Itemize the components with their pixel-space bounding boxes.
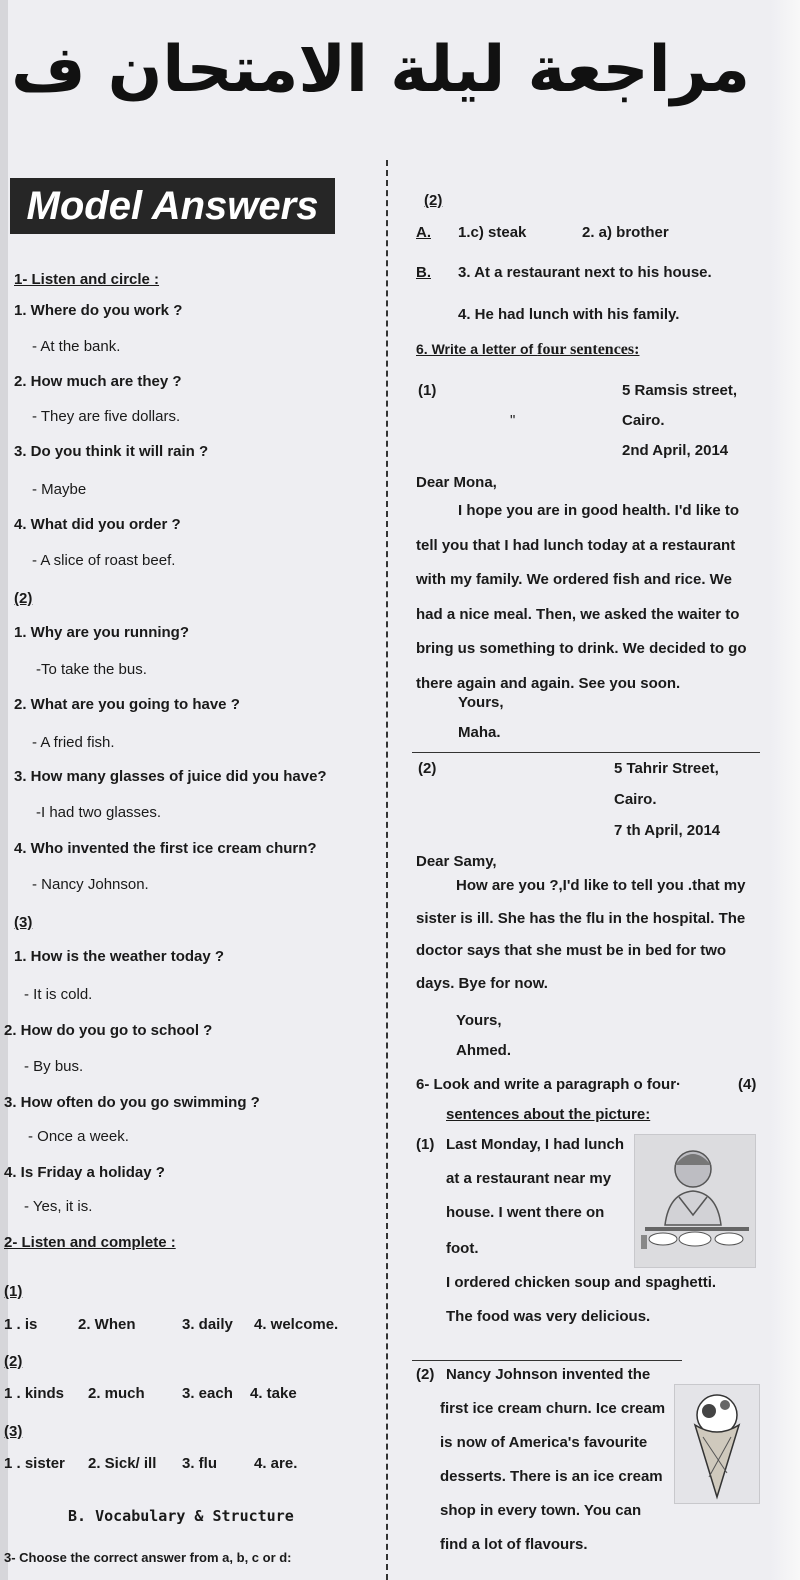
boy-eating-lunch-picture	[634, 1134, 756, 1268]
letter-1-date: 2nd April, 2014	[622, 442, 729, 459]
answer: -To take the bus.	[36, 661, 147, 678]
complete-answer: 4. are.	[254, 1455, 298, 1472]
arabic-header-title: مراجعة ليلة الامتحان ف	[11, 33, 750, 107]
letter-1-body: I hope you are in good health. I'd like to tell you that I had lunch today at a restaurant with my family. We ordered fish and rice. We had a nice meal. Then, we asked the waiter to bring us something to drink. We decided to go there again and again. See you soon.	[416, 502, 747, 692]
answer: - A fried fish.	[32, 734, 115, 751]
paragraph-1-line: foot.	[446, 1240, 479, 1257]
question: 3. Do you think it will rain ?	[14, 443, 209, 460]
answer-a1: 1.c) steak	[458, 224, 527, 241]
complete-answer: 1 . sister	[4, 1455, 65, 1472]
paragraph-1-line: I ordered chicken soup and spaghetti.	[446, 1274, 717, 1291]
paragraph-1-line: at a restaurant near my	[446, 1170, 612, 1187]
section-6-title	[416, 340, 639, 359]
stray-mark: "	[510, 412, 516, 429]
paragraph-2-line: desserts. There is an ice cream	[440, 1468, 663, 1485]
complete-answer: 4. welcome.	[254, 1316, 339, 1333]
paragraph-2-line: Nancy Johnson invented the	[446, 1366, 651, 1383]
letter-2-address-line-2: Cairo.	[614, 791, 657, 808]
question: 4. Who invented the first ice cream churn?	[14, 840, 317, 857]
question: 2. How much are they ?	[14, 373, 182, 390]
answer-a2: 2. a) brother	[582, 224, 669, 241]
letter-2-body: How are you ?,I'd like to tell you .that my sister is ill. She has the flu in the hospital. The doctor says that she must be in bed for two days. Bye for now.	[416, 877, 746, 992]
part-2-label: (2)	[14, 590, 33, 607]
complete-2-label: (2)	[4, 1353, 23, 1370]
paragraph-2-number: (2)	[416, 1366, 435, 1383]
part-3-label: (3)	[14, 914, 33, 931]
letter-separator	[412, 752, 760, 753]
section-6-title-part-a: 6. Write a letter of	[416, 341, 538, 357]
letter-1-number: (1)	[418, 382, 437, 399]
letter-2-greeting: Dear Samy,	[416, 853, 497, 870]
question: 3. How often do you go swimming ?	[4, 1094, 260, 1111]
question: 1. Why are you running?	[14, 624, 190, 641]
answer: - Once a week.	[28, 1128, 129, 1145]
answer: - Maybe	[32, 481, 87, 498]
answer: - A slice of roast beef.	[32, 552, 176, 569]
column-divider	[386, 160, 388, 1580]
section-b-label: B.	[416, 264, 431, 281]
question: 4. Is Friday a holiday ?	[4, 1164, 165, 1181]
paragraph-1-number: (1)	[416, 1136, 435, 1153]
complete-3-label: (3)	[4, 1423, 23, 1440]
complete-answer: 2. much	[88, 1385, 145, 1402]
complete-answer: 1 . is	[4, 1316, 38, 1333]
complete-answer: 4. take	[250, 1385, 297, 1402]
section-6b-title-line-2: sentences about the picture:	[446, 1106, 651, 1123]
answer: -I had two glasses.	[36, 804, 162, 821]
vocabulary-title: B. Vocabulary & Structure	[68, 1507, 294, 1525]
letter-1-address-line-2: Cairo.	[622, 412, 665, 429]
question: 3. How many glasses of juice did you have?	[14, 768, 327, 785]
ice-cream-picture	[674, 1384, 760, 1504]
question: 2. How do you go to school ?	[4, 1022, 213, 1039]
paragraph-separator	[412, 1360, 682, 1361]
answer: - They are five dollars.	[32, 408, 181, 425]
letter-2-closing: Yours,	[456, 1012, 502, 1029]
letter-2-date: 7 th April, 2014	[614, 822, 721, 839]
complete-answer: 3. daily	[182, 1316, 233, 1333]
complete-answer: 3. each	[182, 1385, 233, 1402]
ice-cream-cone-icon	[675, 1385, 759, 1503]
section-a-label: A.	[416, 224, 431, 241]
paragraph-2-line: is now of America's favourite	[440, 1434, 648, 1451]
complete-answer: 3. flu	[182, 1455, 218, 1472]
complete-answer: 1 . kinds	[4, 1385, 65, 1402]
boy-eating-icon	[635, 1135, 755, 1267]
section-2-title: 2- Listen and complete :	[4, 1234, 176, 1251]
letter-1-greeting: Dear Mona,	[416, 474, 497, 491]
complete-1-label: (1)	[4, 1283, 23, 1300]
complete-answer: 2. When	[78, 1316, 136, 1333]
right-part-2-label: (2)	[424, 192, 443, 209]
paragraph-1-line: The food was very delicious.	[446, 1308, 651, 1325]
paragraph-2-line: find a lot of flavours.	[440, 1536, 588, 1553]
section-1-title: 1- Listen and circle :	[14, 271, 160, 288]
paragraph-2-line: shop in every town. You can	[440, 1502, 642, 1519]
answer: - By bus.	[24, 1058, 84, 1075]
question: 4. What did you order ?	[14, 516, 181, 533]
letter-1-address-line-1: 5 Ramsis street,	[622, 382, 738, 399]
answer-b3: 3. At a restaurant next to his house.	[458, 264, 712, 281]
answer: - Yes, it is.	[24, 1198, 93, 1215]
letter-1-closing: Yours,	[458, 694, 504, 711]
page-edge	[0, 0, 8, 1580]
letter-2-signature: Ahmed.	[456, 1042, 512, 1059]
section-3-title: 3- Choose the correct answer from a, b, c or d:	[4, 1550, 292, 1565]
answer-b4: 4. He had lunch with his family.	[458, 306, 680, 323]
paragraph-1-line: Last Monday, I had lunch	[446, 1136, 625, 1153]
section-6-title-part-b: four sentences:	[537, 341, 640, 358]
question: 1. How is the weather today ?	[14, 948, 225, 965]
answer: - Nancy Johnson.	[32, 876, 149, 893]
letter-2-number: (2)	[418, 760, 437, 777]
paragraph-2-line: first ice cream churn. Ice cream	[440, 1400, 666, 1417]
section-6b-title-line-1: 6- Look and write a paragraph o four·	[416, 1076, 682, 1093]
letter-2-address-line-1: 5 Tahrir Street,	[614, 760, 719, 777]
page-edge-shade	[770, 0, 800, 1580]
model-answers-banner: Model Answers	[10, 178, 335, 234]
paragraph-1-line: house. I went there on	[446, 1204, 605, 1221]
section-6b-number: (4)	[738, 1076, 757, 1093]
letter-1-signature: Maha.	[458, 724, 501, 741]
answer: - At the bank.	[32, 338, 121, 355]
complete-answer: 2. Sick/ ill	[88, 1455, 157, 1472]
question: 2. What are you going to have ?	[14, 696, 240, 713]
question: 1. Where do you work ?	[14, 302, 183, 319]
answer: - It is cold.	[24, 986, 93, 1003]
